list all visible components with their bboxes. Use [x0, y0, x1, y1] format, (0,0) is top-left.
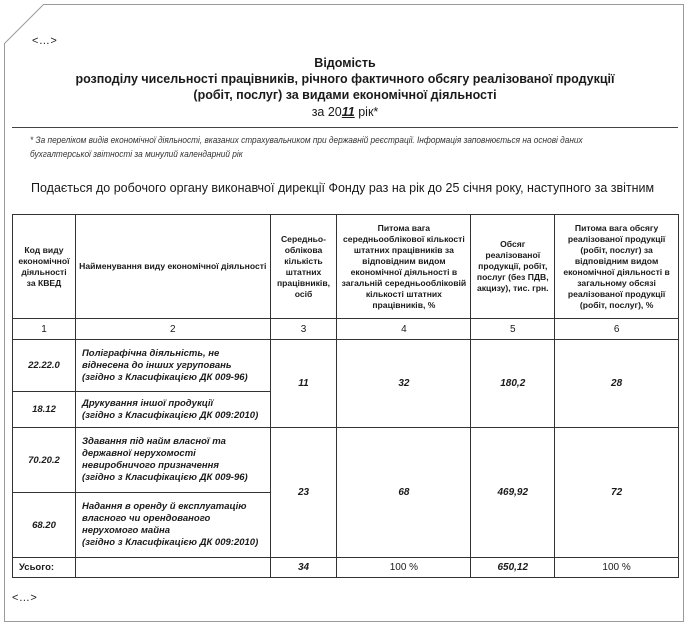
- total-staff-share: 100 %: [337, 558, 471, 578]
- header-kved-code: Код виду економічної діяльності за КВЕД: [13, 215, 76, 319]
- submission-note: Подається до робочого органу виконавчої дирекції Фонду раз на рік до 25 січня року, наступного за звітним: [31, 181, 655, 195]
- classifier-note: (згідно з Класифікацією ДК 009:2010): [81, 409, 259, 421]
- column-number-row: [13, 319, 679, 340]
- sales-share: 28: [555, 340, 679, 428]
- header-activity-name: Найменування виду економічної діяльності: [75, 215, 270, 319]
- header-sales-volume: Обсяг реалізованої продукції, робіт, послуг (без ПДВ, акцизу), тис. грн.: [471, 215, 555, 319]
- document-title: Відомість: [314, 56, 376, 70]
- total-row: [13, 558, 679, 578]
- column-number: 5: [471, 319, 555, 340]
- column-number: 3: [270, 319, 337, 340]
- table-header-row: [13, 215, 679, 319]
- document-subtitle-line1: розподілу чисельності працівників, річного фактичного обсягу реалізованої продукції: [75, 72, 615, 86]
- document-subtitle-line2: (робіт, послуг) за видами економічної діяльності: [193, 88, 497, 102]
- classifier-note: (згідно з Класифікацією ДК 009:2010): [81, 537, 259, 548]
- total-label: Усього:: [13, 558, 76, 578]
- classifier-note: (згідно з Класифікацією ДК 009-96): [81, 472, 248, 483]
- report-year-fill: 11: [341, 105, 355, 119]
- omission-marker-top: <…>: [32, 35, 58, 47]
- total-sales-volume: 650,12: [471, 558, 555, 578]
- staff-count: 11: [270, 340, 337, 428]
- table-row: [13, 428, 679, 493]
- kved-code: 68.20: [13, 493, 76, 558]
- column-number: 6: [555, 319, 679, 340]
- sales-volume: 469,92: [471, 428, 555, 558]
- activity-distribution-table: [12, 214, 679, 578]
- footnote: * За переліком видів економічної діяльності, вказаних страхувальником при державній реєстрації. Інформація заповнюється на основі даних бухгалтерської звітності за минулий календарний рік: [30, 135, 583, 159]
- total-sales-share: 100 %: [555, 558, 679, 578]
- omission-marker-bottom: <…>: [12, 592, 38, 604]
- staff-count: 23: [270, 428, 337, 558]
- kved-code: 70.20.2: [13, 428, 76, 493]
- header-staff-share: Питома вага середньооблікової кількості штатних працівників за відповідним видом економічної діяльності в загальній середньообліковій кількості штатних працівників, %: [337, 215, 471, 319]
- header-sales-share: Питома вага обсягу реалізованої продукції (робіт, послуг) за відповідним видом економічної діяльності в загальному обсязі реалізованої продукції (робіт, послуг), %: [555, 215, 679, 319]
- activity-name: Надання в оренду й експлуатацію власного чи орендованого нерухомого майна (згідно з Класифікацією ДК 009:2010): [75, 493, 270, 558]
- staff-share: 68: [337, 428, 471, 558]
- sales-share: 72: [555, 428, 679, 558]
- activity-name: Друкування іншої продукції (згідно з Класифікацією ДК 009:2010): [75, 392, 270, 428]
- kved-code: 22.22.0: [13, 340, 76, 392]
- divider: [12, 127, 678, 128]
- table-row: [13, 340, 679, 392]
- staff-share: 32: [337, 340, 471, 428]
- column-number: 4: [337, 319, 471, 340]
- column-number: 2: [75, 319, 270, 340]
- total-empty-cell: [75, 558, 270, 578]
- kved-code: 18.12: [13, 392, 76, 428]
- activity-name: Поліграфічна діяльність, не віднесена до інших угруповань (згідно з Класифікацією ДК 009-96): [75, 340, 270, 392]
- column-number: 1: [13, 319, 76, 340]
- activity-name: Здавання під найм власної та державної нерухомості невиробничого призначення (згідно з Класифікацією ДК 009-96): [75, 428, 270, 493]
- sales-volume: 180,2: [471, 340, 555, 428]
- header-staff-count: Середньо-облікова кількість штатних працівників, осіб: [270, 215, 337, 319]
- total-staff-count: 34: [270, 558, 337, 578]
- classifier-note: (згідно з Класифікацією ДК 009-96): [81, 371, 248, 383]
- report-year: за 2011 рік*: [311, 105, 379, 119]
